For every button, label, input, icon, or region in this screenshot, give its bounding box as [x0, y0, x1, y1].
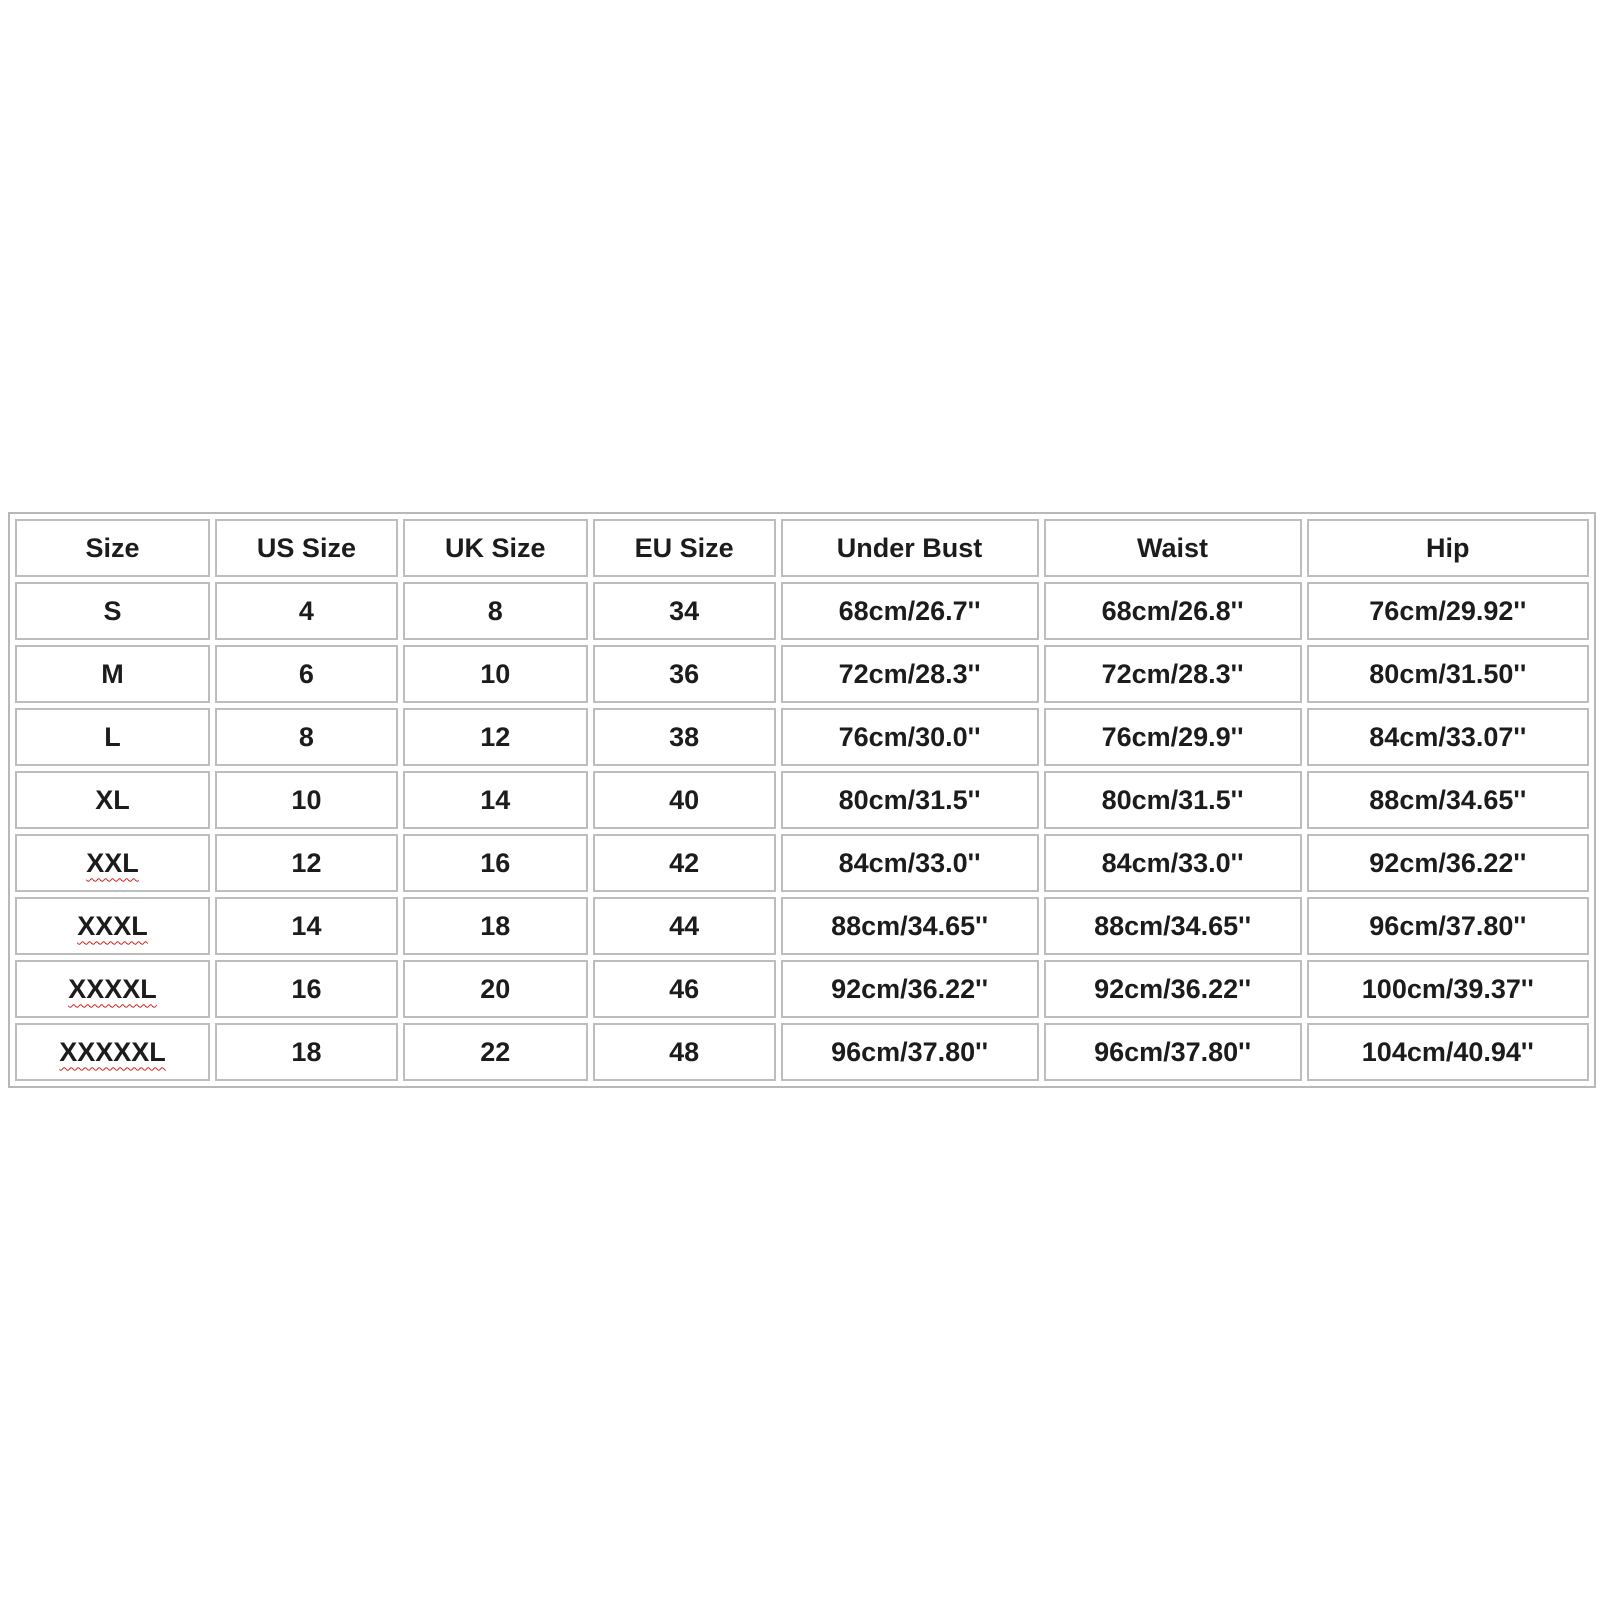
table-row [15, 771, 1589, 829]
size-label: XXXXXL [59, 1036, 166, 1067]
cell-waist: 72cm/28.3'' [1044, 645, 1302, 703]
cell-size [15, 1023, 210, 1081]
cell-hip: 84cm/33.07'' [1307, 708, 1589, 766]
header-waist: Waist [1044, 519, 1302, 577]
header-size: Size [15, 519, 210, 577]
cell-size [15, 960, 210, 1018]
cell-uk-size: 20 [403, 960, 588, 1018]
cell-waist: 92cm/36.22'' [1044, 960, 1302, 1018]
cell-under-bust: 92cm/36.22'' [781, 960, 1039, 1018]
cell-uk-size: 14 [403, 771, 588, 829]
cell-waist: 84cm/33.0'' [1044, 834, 1302, 892]
cell-hip: 88cm/34.65'' [1307, 771, 1589, 829]
table-header-row [15, 519, 1589, 577]
size-label: L [104, 721, 121, 752]
cell-hip: 96cm/37.80'' [1307, 897, 1589, 955]
cell-us-size: 16 [215, 960, 398, 1018]
cell-uk-size: 18 [403, 897, 588, 955]
table-row [15, 708, 1589, 766]
table-row [15, 582, 1589, 640]
size-chart-table [8, 512, 1596, 1088]
cell-hip: 80cm/31.50'' [1307, 645, 1589, 703]
size-label: S [103, 595, 122, 626]
table-row [15, 897, 1589, 955]
size-label: XL [95, 784, 130, 815]
table-row [15, 645, 1589, 703]
cell-us-size: 6 [215, 645, 398, 703]
cell-size [15, 771, 210, 829]
header-eu-size: EU Size [593, 519, 776, 577]
cell-waist: 68cm/26.8'' [1044, 582, 1302, 640]
cell-waist: 80cm/31.5'' [1044, 771, 1302, 829]
cell-under-bust: 72cm/28.3'' [781, 645, 1039, 703]
cell-under-bust: 80cm/31.5'' [781, 771, 1039, 829]
cell-us-size: 10 [215, 771, 398, 829]
cell-hip: 104cm/40.94'' [1307, 1023, 1589, 1081]
cell-uk-size: 12 [403, 708, 588, 766]
cell-hip: 100cm/39.37'' [1307, 960, 1589, 1018]
table-row [15, 960, 1589, 1018]
cell-us-size: 12 [215, 834, 398, 892]
cell-size [15, 897, 210, 955]
cell-uk-size: 22 [403, 1023, 588, 1081]
size-label: XXL [86, 847, 139, 878]
cell-uk-size: 16 [403, 834, 588, 892]
cell-waist: 96cm/37.80'' [1044, 1023, 1302, 1081]
cell-eu-size: 48 [593, 1023, 776, 1081]
cell-waist: 88cm/34.65'' [1044, 897, 1302, 955]
header-hip: Hip [1307, 519, 1589, 577]
cell-eu-size: 36 [593, 645, 776, 703]
cell-hip: 92cm/36.22'' [1307, 834, 1589, 892]
cell-size [15, 834, 210, 892]
table-row [15, 834, 1589, 892]
size-label: M [101, 658, 124, 689]
cell-size [15, 645, 210, 703]
cell-size [15, 582, 210, 640]
cell-size [15, 708, 210, 766]
cell-under-bust: 84cm/33.0'' [781, 834, 1039, 892]
table-row [15, 1023, 1589, 1081]
header-under-bust: Under Bust [781, 519, 1039, 577]
size-label: XXXXL [68, 973, 157, 1004]
size-label: XXXL [77, 910, 148, 941]
cell-eu-size: 38 [593, 708, 776, 766]
cell-us-size: 8 [215, 708, 398, 766]
cell-under-bust: 68cm/26.7'' [781, 582, 1039, 640]
cell-under-bust: 96cm/37.80'' [781, 1023, 1039, 1081]
cell-under-bust: 76cm/30.0'' [781, 708, 1039, 766]
cell-us-size: 18 [215, 1023, 398, 1081]
cell-uk-size: 8 [403, 582, 588, 640]
cell-us-size: 4 [215, 582, 398, 640]
cell-us-size: 14 [215, 897, 398, 955]
header-us-size: US Size [215, 519, 398, 577]
cell-eu-size: 40 [593, 771, 776, 829]
cell-waist: 76cm/29.9'' [1044, 708, 1302, 766]
cell-eu-size: 44 [593, 897, 776, 955]
cell-hip: 76cm/29.92'' [1307, 582, 1589, 640]
cell-eu-size: 34 [593, 582, 776, 640]
cell-eu-size: 42 [593, 834, 776, 892]
cell-uk-size: 10 [403, 645, 588, 703]
header-uk-size: UK Size [403, 519, 588, 577]
cell-eu-size: 46 [593, 960, 776, 1018]
cell-under-bust: 88cm/34.65'' [781, 897, 1039, 955]
